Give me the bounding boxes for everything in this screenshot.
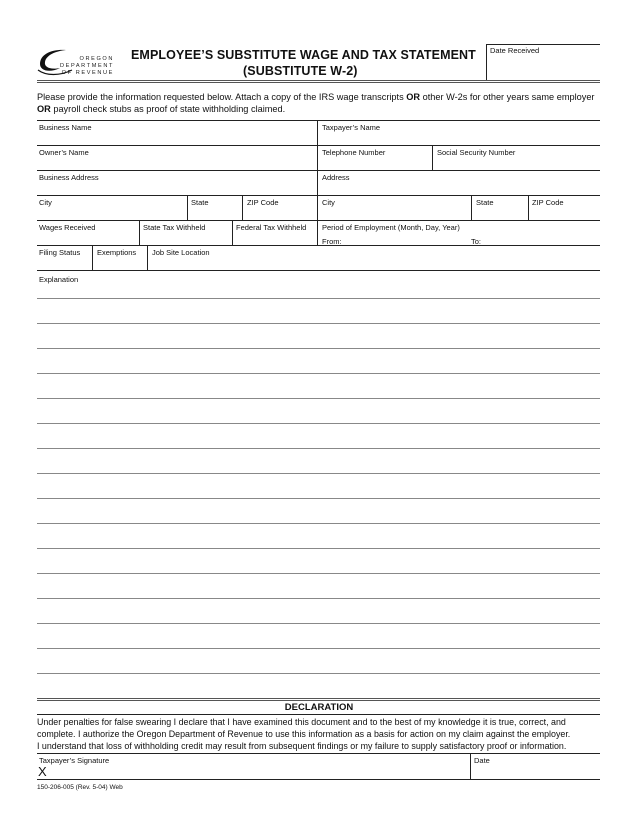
- form-title-line-1: EMPLOYEE’S SUBSTITUTE WAGE AND TAX STATEMENT: [131, 48, 476, 62]
- federal-tax-withheld-field[interactable]: [234, 232, 316, 244]
- state-tax-withheld-field[interactable]: [141, 232, 231, 244]
- explanation-line: [37, 623, 600, 624]
- explanation-line: [37, 498, 600, 499]
- business-address-label: Business Address: [39, 173, 99, 182]
- row-line-2: [37, 145, 600, 146]
- logo-text-line-2: DEPARTMENT: [59, 63, 114, 69]
- col-sep-job-site: [147, 245, 148, 270]
- owner-name-label: Owner’s Name: [39, 148, 89, 157]
- row-line-6: [37, 245, 600, 246]
- col-sep-main: [317, 120, 318, 245]
- declaration-line-3: I understand that loss of withholding credit may result from subsequent findings or my failure to supply satisfactory proof or information.: [37, 741, 567, 751]
- signature-label: Taxpayer’s Signature: [39, 756, 110, 765]
- job-site-location-field[interactable]: [149, 257, 599, 269]
- job-site-location-label: Job Site Location: [152, 248, 210, 257]
- logo-text-line-3: OF REVENUE: [61, 70, 114, 76]
- date-received-box-border: [486, 44, 487, 81]
- col-sep-ssn: [432, 145, 433, 170]
- explanation-line: [37, 373, 600, 374]
- from-label: From:: [322, 237, 342, 246]
- federal-tax-withheld-label: Federal Tax Withheld: [236, 223, 307, 232]
- business-address-field[interactable]: [38, 182, 316, 194]
- state-left-field[interactable]: [189, 207, 241, 219]
- zip-left-label: ZIP Code: [247, 198, 279, 207]
- date-received-box-top: [486, 44, 600, 45]
- city-left-field[interactable]: [38, 207, 186, 219]
- signature-x-mark: X: [38, 764, 47, 779]
- taxpayer-name-label: Taxpayer’s Name: [322, 123, 381, 132]
- date-received-label: Date Received: [490, 46, 540, 55]
- signature-row-top: [37, 753, 600, 754]
- instructions-text: Please provide the information requested below. Attach a copy of the IRS wage transcripts OR other W-2s for other years same employer OR payroll check stubs as proof of state withholding claimed.: [37, 92, 595, 114]
- filing-status-field[interactable]: [38, 257, 91, 269]
- explanation-line: [37, 323, 600, 324]
- zip-right-field[interactable]: [530, 207, 599, 219]
- owner-name-field[interactable]: [38, 157, 316, 169]
- zip-right-label: ZIP Code: [532, 198, 564, 207]
- signature-field[interactable]: [52, 765, 468, 778]
- wages-received-label: Wages Received: [39, 223, 96, 232]
- business-name-label: Business Name: [39, 123, 92, 132]
- oregon-revenue-logo: [36, 46, 120, 78]
- city-left-label: City: [39, 198, 52, 207]
- form-number: 150-206-005 (Rev. 5-04) Web: [37, 784, 123, 791]
- col-sep-state-tax: [139, 220, 140, 245]
- ssn-label: Social Security Number: [437, 148, 516, 157]
- filing-status-label: Filing Status: [39, 248, 81, 257]
- declaration-line-2: complete. I authorize the Oregon Department of Revenue to use this information as a basis for action on my claim against the employer.: [37, 729, 571, 739]
- state-right-field[interactable]: [473, 207, 527, 219]
- row-line-1: [37, 120, 600, 121]
- to-label: To:: [471, 237, 482, 246]
- declaration-line-1: Under penalties for false swearing I declare that I have examined this document and to the best of my knowledge it is true, correct, and: [37, 717, 566, 727]
- city-right-field[interactable]: [319, 207, 470, 219]
- row-line-3: [37, 170, 600, 171]
- state-left-label: State: [191, 198, 209, 207]
- zip-left-field[interactable]: [244, 207, 316, 219]
- col-sep-state-left: [187, 195, 188, 220]
- row-line-7: [37, 270, 600, 271]
- explanation-line: [37, 523, 600, 524]
- explanation-label: Explanation: [39, 275, 79, 284]
- exemptions-label: Exemptions: [97, 248, 137, 257]
- date-field[interactable]: [473, 765, 599, 778]
- row-line-4: [37, 195, 600, 196]
- telephone-field[interactable]: [319, 157, 431, 169]
- taxpayer-name-field[interactable]: [319, 132, 599, 144]
- telephone-label: Telephone Number: [322, 148, 386, 157]
- business-name-field[interactable]: [38, 132, 316, 144]
- to-date-field[interactable]: [484, 234, 598, 244]
- explanation-line: [37, 473, 600, 474]
- address-label: Address: [322, 173, 350, 182]
- explanation-line: [37, 398, 600, 399]
- explanation-line: [37, 548, 600, 549]
- col-sep-federal-tax: [232, 220, 233, 245]
- explanation-field[interactable]: [37, 285, 600, 693]
- explanation-line: [37, 423, 600, 424]
- row-line-5: [37, 220, 600, 221]
- address-field[interactable]: [319, 182, 599, 194]
- date-label: Date: [474, 756, 490, 765]
- explanation-line: [37, 648, 600, 649]
- city-right-label: City: [322, 198, 335, 207]
- exemptions-field[interactable]: [94, 257, 146, 269]
- wages-received-field[interactable]: [38, 232, 138, 244]
- explanation-line: [37, 573, 600, 574]
- explanation-line: [37, 598, 600, 599]
- state-right-label: State: [476, 198, 494, 207]
- explanation-line: [37, 673, 600, 674]
- col-sep-state-right: [471, 195, 472, 220]
- ssn-field[interactable]: [434, 157, 599, 169]
- header-divider: [37, 80, 600, 83]
- declaration-heading-underline: [37, 714, 600, 715]
- logo-text-line-1: OREGON: [79, 56, 114, 62]
- state-tax-withheld-label: State Tax Withheld: [143, 223, 206, 232]
- period-of-employment-label: Period of Employment (Month, Day, Year): [322, 223, 460, 232]
- col-sep-zip-left: [242, 195, 243, 220]
- col-sep-zip-right: [528, 195, 529, 220]
- declaration-top-divider: [37, 698, 600, 701]
- form-title-line-2: (SUBSTITUTE W-2): [243, 64, 358, 78]
- explanation-line: [37, 298, 600, 299]
- declaration-heading: DECLARATION: [284, 702, 354, 713]
- signature-date-separator: [470, 753, 471, 779]
- date-received-field[interactable]: [488, 56, 598, 80]
- col-sep-exemptions: [92, 245, 93, 270]
- explanation-line: [37, 348, 600, 349]
- signature-row-bottom: [37, 779, 600, 780]
- from-date-field[interactable]: [344, 234, 464, 244]
- explanation-line: [37, 448, 600, 449]
